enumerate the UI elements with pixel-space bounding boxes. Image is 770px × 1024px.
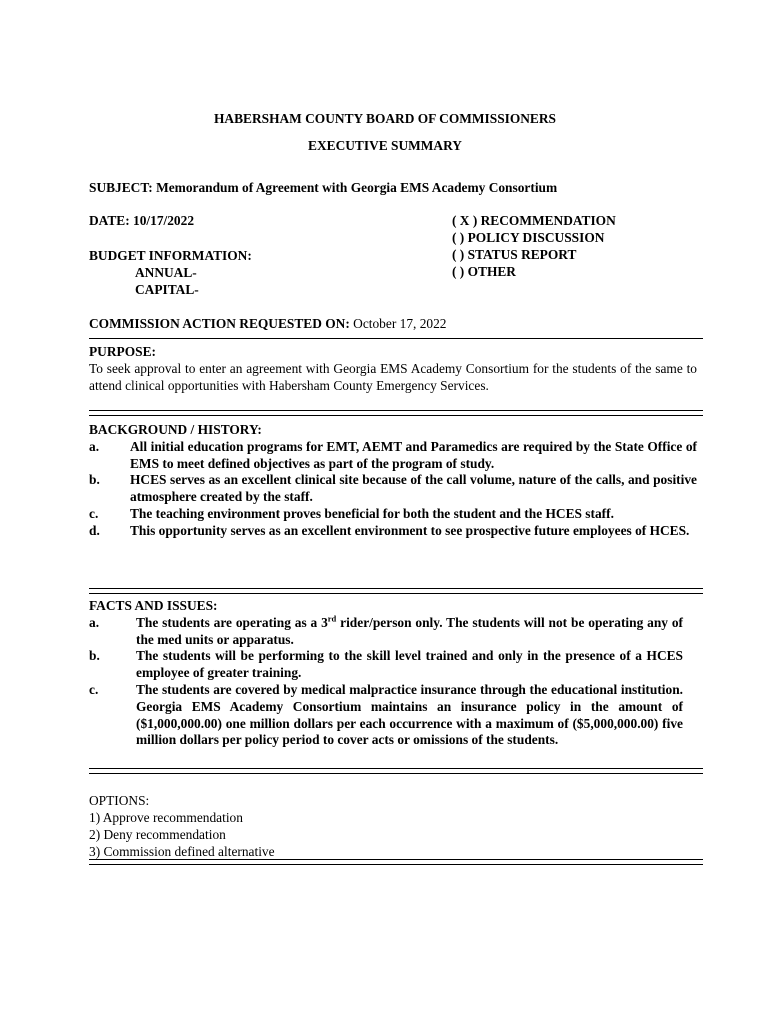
checkbox-status-report: ( ) STATUS REPORT [452,247,577,262]
options-title: OPTIONS: [89,793,150,808]
facts-section [89,598,683,749]
checkbox-recommendation: ( X ) RECOMMENDATION [452,213,616,228]
checkbox-policy-discussion: ( ) POLICY DISCUSSION [452,230,605,245]
divider [89,859,703,860]
purpose-section [89,344,697,394]
divider [89,593,703,594]
checkbox-other: ( ) OTHER [452,264,516,279]
commission-action-date: October 17, 2022 [349,316,447,331]
background-section [89,422,697,540]
budget-annual: ANNUAL- [135,265,197,280]
list-item: c. The teaching environment proves beneficial for both the student and the HCES staff. [89,505,614,521]
date-line: DATE: 10/17/2022 [89,213,195,228]
subject-line: SUBJECT: Memorandum of Agreement with Georgia EMS Academy Consortium [89,180,558,195]
budget-label: BUDGET INFORMATION: [89,248,252,263]
list-item: b. The students will be performing to the skill level trained and only in the presence of a HCES employee of greater training. [89,648,683,681]
option-item: 2) Deny recommendation [89,827,226,842]
divider [89,415,703,416]
facts-title: FACTS AND ISSUES: [89,598,218,613]
purpose-title: PURPOSE: [89,344,156,359]
background-title: BACKGROUND / HISTORY: [89,422,262,437]
divider [89,410,703,411]
purpose-text: To seek approval to enter an agreement with Georgia EMS Academy Consortium for the students of the same to attend clinical opportunities with Habersham County Emergency Services. [89,360,697,393]
divider [89,588,703,589]
option-item: 1) Approve recommendation [89,810,243,825]
divider [89,864,703,865]
options-section [89,792,697,860]
list-item: d. This opportunity serves as an excellent environment to see prospective future employees of HCES. [89,522,690,538]
divider [89,773,703,774]
divider [89,768,703,769]
option-item: 3) Commission defined alternative [89,844,275,859]
commission-action [89,316,447,333]
doc-type-title: EXECUTIVE SUMMARY [308,138,462,153]
list-item: b. HCES serves as an excellent clinical site because of the call volume, nature of the calls, and positive atmosphere created by the staff. [89,472,697,505]
divider [89,338,703,339]
list-item: c. The students are covered by medical malpractice insurance through the educational institution. Georgia EMS Academy Consortium maintains an insurance policy in the amount of ($1,000,000.00) one million dollars per each occurrence with a maximum of ($5,000,000.00) five million dollars per policy period to cover acts or omissions of the students. [89,681,683,748]
list-item: a. All initial education programs for EMT, AEMT and Paramedics are required by the State Office of EMS to meet defined objectives as part of the program of study. [89,438,697,471]
commission-action-label: COMMISSION ACTION REQUESTED ON: [89,316,350,331]
list-item: a. The students are operating as a 3rd rider/person only. The students will not be operating any of the med units or apparatus. [89,613,683,647]
facts-list [89,615,683,749]
org-title: HABERSHAM COUNTY BOARD OF COMMISSIONERS [214,111,556,126]
background-list [89,439,697,540]
budget-capital: CAPITAL- [135,282,199,297]
